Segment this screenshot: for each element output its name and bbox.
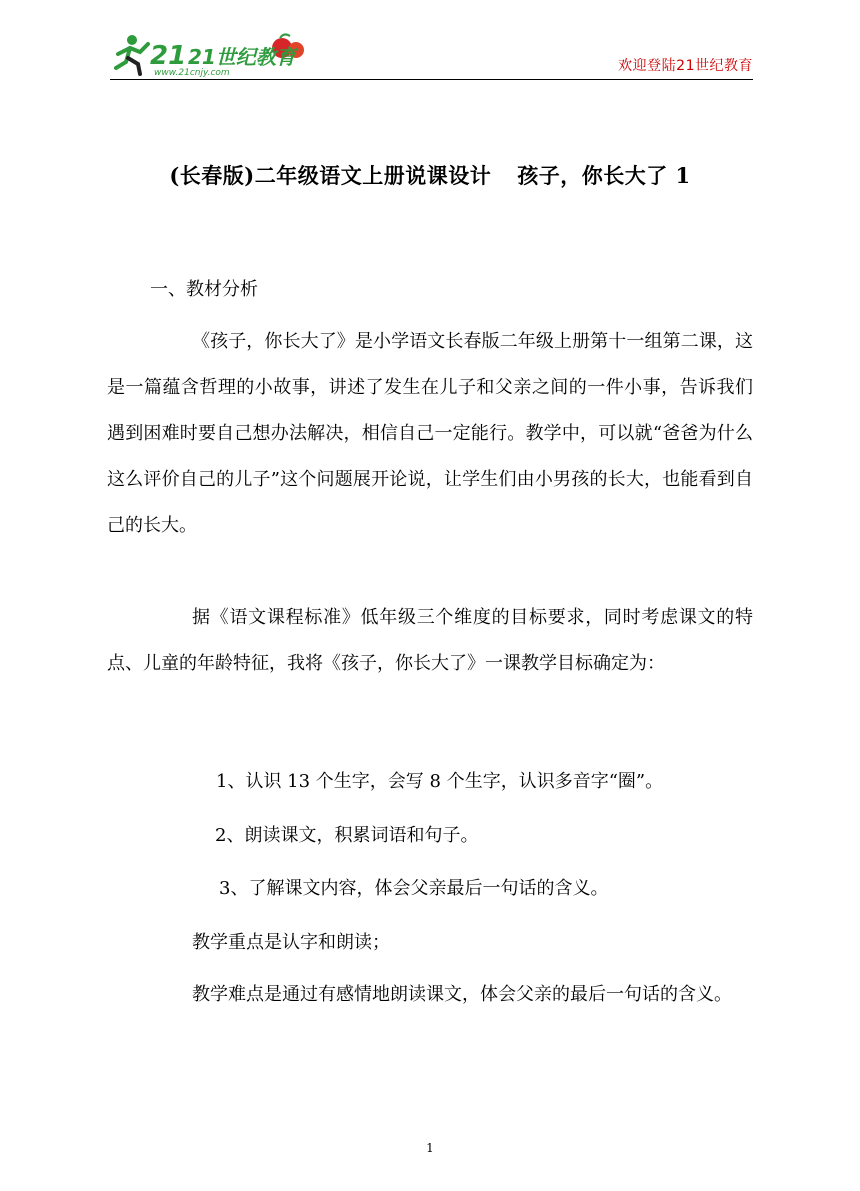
- logo-text: 21世纪教育: [188, 45, 296, 69]
- section-heading: 一、教材分析: [150, 279, 258, 300]
- paragraph-2: 据《语文课程标准》低年级三个维度的目标要求，同时考虑课文的特点、儿童的年龄特征，我将《孩子，你长大了》一课教学目标确定为：: [107, 607, 753, 674]
- goal-item-2: 2、朗读课文，积累词语和句子。: [215, 825, 479, 846]
- page-number: 1: [426, 1141, 434, 1155]
- title-part-2: 孩子，你长大了 1: [517, 163, 691, 188]
- header-divider: [110, 79, 753, 80]
- goal-item-1: 1、认识 13 个生字，会写 8 个生字，认识多音字“圈”。: [216, 771, 664, 792]
- document-title: [0, 160, 860, 190]
- welcome-link[interactable]: 欢迎登陆21世纪教育: [618, 58, 753, 74]
- site-logo[interactable]: [110, 28, 310, 78]
- key-point: 教学重点是认字和朗读；: [192, 932, 390, 953]
- difficult-point: 教学难点是通过有感情地朗读课文，体会父亲的最后一句话的含义。: [192, 984, 732, 1005]
- logo-url: www.21cnjy.com: [154, 68, 230, 78]
- page-header: [110, 28, 753, 80]
- paragraph-1: 《孩子，你长大了》是小学语文长春版二年级上册第十一组第二课，这是一篇蕴含哲理的小故事，讲述了发生在儿子和父亲之间的一件小事，告诉我们遇到困难时要自己想办法解决，相信自己一定能行。教学中，可以就“爸爸为什么这么评价自己的儿子”这个问题展开论说，让学生们由小男孩的长大，也能看到自己的长大。: [107, 331, 753, 536]
- runner-icon: [116, 35, 148, 74]
- svg-text:21: 21: [150, 41, 187, 71]
- title-part-1: (长春版)二年级语文上册说课设计: [169, 163, 492, 188]
- goal-item-3: 3、了解课文内容，体会父亲最后一句话的含义。: [219, 878, 609, 899]
